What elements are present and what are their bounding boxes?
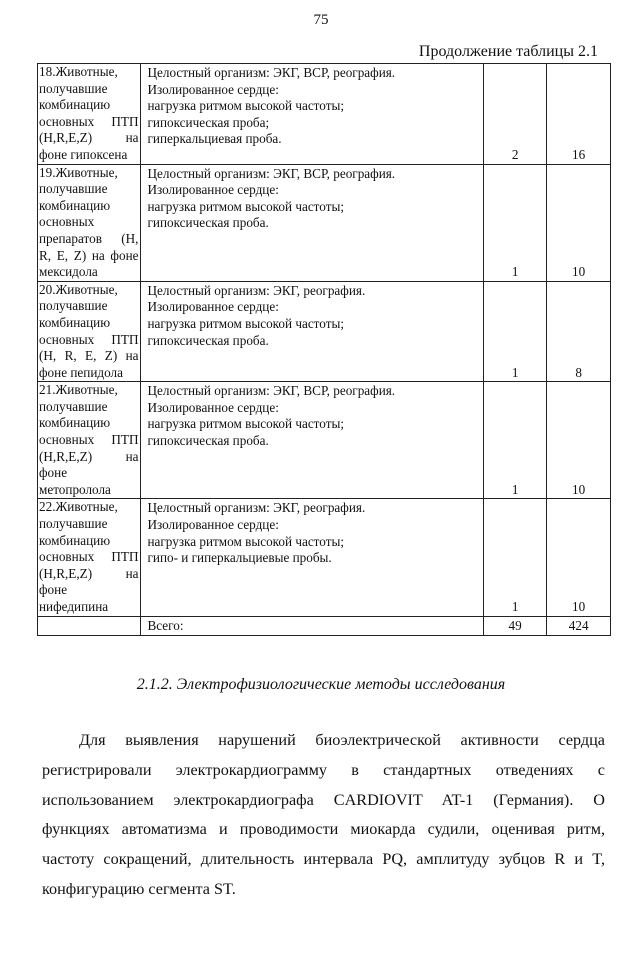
count-cell-2: 16 [547, 64, 611, 165]
group-line: получавшие [39, 298, 108, 314]
table-row [38, 382, 611, 499]
method-line: гипоксическая проба. [147, 215, 269, 231]
group-line: получавшие [39, 80, 108, 96]
group-line: метопролола [39, 481, 111, 497]
method-line: Целостный организм: ЭКГ, ВСР, реография. [147, 165, 396, 181]
group-line: 22.Животные, [39, 499, 118, 515]
group-line: комбинацию [39, 197, 111, 213]
table-row [38, 281, 611, 382]
group-line: комбинацию [39, 97, 111, 113]
count-cell-2: 10 [547, 382, 611, 499]
methods-cell [141, 499, 483, 616]
group-line: основных [39, 214, 95, 230]
group-line: фоне пепидола [39, 364, 123, 380]
group-line: (H, R, E, Z) на [39, 348, 139, 364]
method-line: Изолированное сердце: [147, 182, 279, 198]
paragraph-line: конфигурацию сегмента ST. [42, 879, 236, 898]
group-line: 21.Животные, [39, 382, 118, 398]
table-row [38, 499, 611, 616]
methods-cell [141, 382, 483, 499]
method-line: Изолированное сердце: [147, 517, 279, 533]
group-line: комбинацию [39, 314, 111, 330]
methods-cell [141, 164, 483, 281]
paragraph-line: регистрировали электрокардиограмму в стандартных отведениях с [42, 760, 605, 779]
group-line: мексидола [39, 264, 98, 280]
table-body [38, 64, 611, 636]
method-line: гиперкальциевая проба. [147, 131, 282, 147]
count-cell-1: 1 [483, 164, 546, 281]
group-line: получавшие [39, 516, 108, 532]
section-heading: 2.1.2. Электрофизиологические методы исследования [136, 676, 506, 693]
count-cell-2: 10 [547, 164, 611, 281]
table-row [38, 164, 611, 281]
table-caption: Продолжение таблицы 2.1 [418, 43, 598, 60]
group-line: фоне гипоксена [39, 146, 128, 162]
method-line: Целостный организм: ЭКГ, реография. [147, 500, 366, 516]
page-number: 75 [313, 12, 329, 28]
group-line: комбинацию [39, 415, 111, 431]
method-line: гипоксическая проба; [147, 114, 270, 130]
group-line: нифедипина [39, 599, 109, 614]
group-line: основных ПТП [39, 113, 139, 129]
group-line: 18.Животные, [39, 64, 118, 79]
group-line: препаратов (H, [39, 230, 139, 246]
paragraph-line: использованием электрокардиографа CARDIOVIT AT-1 (Германия). О [42, 790, 605, 809]
method-line: гипо- и гиперкальциевые пробы. [147, 550, 332, 566]
group-line: основных ПТП [39, 549, 139, 565]
group-line: получавшие [39, 181, 108, 197]
method-line: Целостный организм: ЭКГ, ВСР, реография. [147, 383, 396, 399]
paragraph-line: частоту сокращений, длительность интервала PQ, амплитуду зубцов R и T, [42, 850, 605, 869]
group-cell [38, 164, 141, 281]
method-line: Изолированное сердце: [147, 299, 279, 315]
total-count-1: 49 [483, 616, 546, 635]
data-table [37, 63, 611, 636]
total-row [38, 616, 611, 635]
group-cell [38, 281, 141, 382]
paragraph-line: функциях автоматизма и проводимости миокарда судили, оценивая ритм, [42, 820, 605, 839]
total-count-2: 424 [547, 616, 611, 635]
method-line: Изолированное сердце: [147, 81, 279, 97]
method-line: нагрузка ритмом высокой частоты; [147, 533, 344, 549]
methods-cell [141, 281, 483, 382]
group-line: основных ПТП [39, 432, 139, 448]
method-line: гипоксическая проба. [147, 433, 269, 449]
count-cell-2: 8 [547, 281, 611, 382]
total-empty-cell [38, 616, 141, 635]
method-line: Целостный организм: ЭКГ, ВСР, реография. [147, 65, 396, 80]
method-line: нагрузка ритмом высокой частоты; [147, 416, 344, 432]
methods-cell [141, 64, 483, 165]
group-line: 20.Животные, [39, 281, 118, 297]
method-line: Изолированное сердце: [147, 399, 279, 415]
method-line: гипоксическая проба. [147, 332, 269, 348]
method-line: Целостный организм: ЭКГ, реография. [147, 282, 366, 298]
count-cell-1: 1 [483, 499, 546, 616]
count-cell-2: 10 [547, 499, 611, 616]
group-cell [38, 64, 141, 165]
group-cell [38, 382, 141, 499]
paragraph-line: Для выявления нарушений биоэлектрической активности сердца [79, 731, 605, 749]
method-line: нагрузка ритмом высокой частоты; [147, 315, 344, 331]
count-cell-1: 1 [483, 382, 546, 499]
count-cell-1: 2 [483, 64, 546, 165]
group-line: R, E, Z) на фоне [39, 247, 139, 263]
group-line: получавшие [39, 398, 108, 414]
count-cell-1: 1 [483, 281, 546, 382]
group-line: основных ПТП [39, 331, 139, 347]
group-line: фоне [39, 582, 68, 598]
group-line: (H,R,E,Z) на [39, 448, 139, 464]
method-line: нагрузка ритмом высокой частоты; [147, 98, 344, 114]
group-cell [38, 499, 141, 616]
body-paragraph [42, 726, 605, 905]
group-line: фоне [39, 465, 68, 481]
group-line: комбинацию [39, 532, 111, 548]
group-line: 19.Животные, [39, 164, 118, 180]
group-line: (H,R,E,Z) на [39, 130, 139, 146]
total-label: Всего: [141, 616, 483, 635]
group-line: (H,R,E,Z) на [39, 565, 139, 581]
method-line: нагрузка ритмом высокой частоты; [147, 198, 344, 214]
table-row [38, 64, 611, 165]
